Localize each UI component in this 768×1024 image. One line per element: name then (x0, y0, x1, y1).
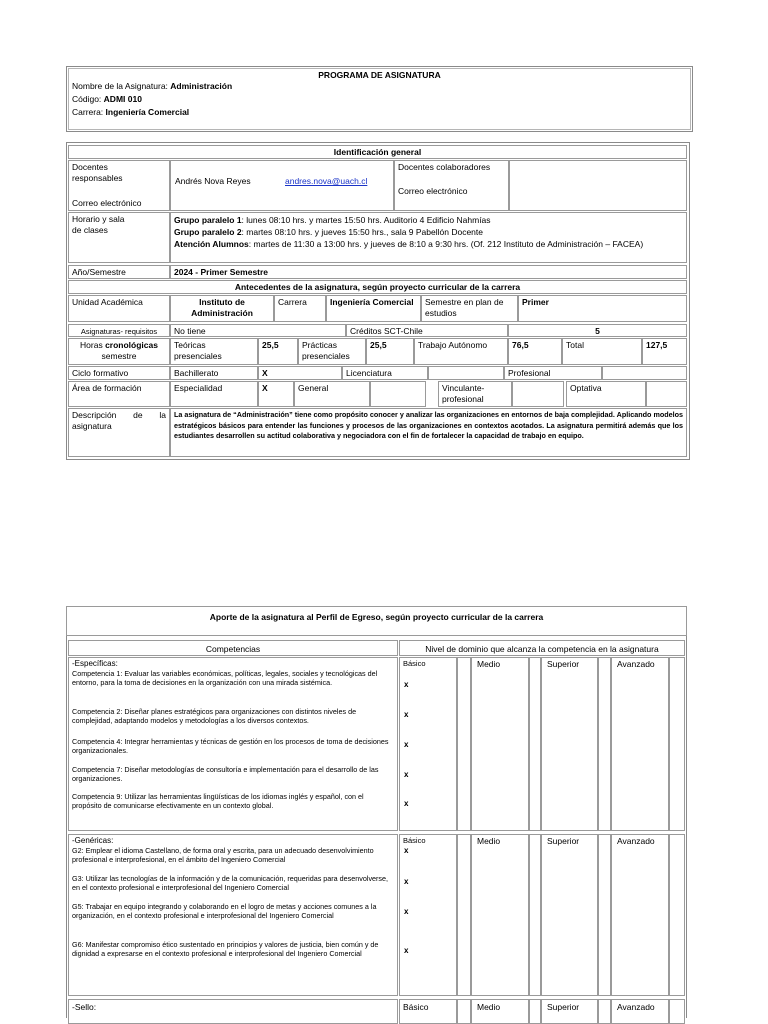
especificas-superior-label: Superior (547, 659, 580, 669)
sello-avanzado-label: Avanzado (617, 1002, 655, 1012)
especificas-medio-label: Medio (477, 659, 501, 669)
genericas-basico-mark-col (457, 834, 471, 996)
semestre-label-cell: Semestre en plan de estudios (421, 295, 518, 322)
genericas-superior-label: Superior (547, 836, 580, 846)
mark-competencia-9: x (404, 799, 409, 808)
identificacion-title: Identificación general (68, 145, 687, 159)
docente-info-cell (170, 160, 394, 211)
profesional-label-cell: Profesional (504, 366, 602, 380)
genericas-basico-label: Básico (403, 836, 426, 845)
horario-label-cell: Horario y sala de clases (68, 212, 170, 263)
competencias-header: Competencias (68, 640, 398, 656)
generica-g5: G5: Trabajar en equipo integrando y colaborando en el logro de metas y acciones comunes a la organización, en el contexto profesional e interprofesional del Ingeniero Comercial (72, 902, 377, 920)
especificas-avanzado-mark-col (669, 657, 685, 831)
competencia-9: Competencia 9: Utilizar las herramientas lingüísticas de los idiomas inglés y español, con el propósito de comunicarse efectivamente en un contexto global. (72, 792, 364, 810)
competencia-7: Competencia 7: Diseñar metodologías de consultoría e implementación para el desarrollo de las organizaciones. (72, 765, 379, 783)
genericas-avanzado-col (611, 834, 669, 996)
genericas-cell: -Genéricas: (68, 834, 398, 996)
general-mark-cell (370, 381, 426, 407)
especificas-medio-mark-col (529, 657, 541, 831)
generica-g6: G6: Manifestar compromiso ético sustentado en principios y valores de justicia, bien común y de dignidad a expresarse en el contexto profesional e interprofesional del Ingeniero Comercial (72, 940, 379, 958)
docentes-label-cell: Docentes responsables Correo electrónico (68, 160, 170, 211)
vinculante-mark-cell (512, 381, 564, 407)
especificas-medio-col (471, 657, 529, 831)
competencia-1: Competencia 1: Evaluar las variables económicas, políticas, legales, sociales y tecnológicas del entorno, para la toma de decisiones en la organización con una mirada sistémica. (72, 669, 378, 687)
colaboradores-cell: Docentes colaboradores Correo electrónico (394, 160, 509, 211)
unidad-label-cell: Unidad Académica (68, 295, 170, 322)
genericas-medio-label: Medio (477, 836, 501, 846)
horario-value-cell (170, 212, 687, 263)
genericas-medio-col (471, 834, 529, 996)
sello-avanzado-mark-col (669, 999, 685, 1024)
sello-basico-mark-col (457, 999, 471, 1024)
sello-medio-label: Medio (477, 1002, 501, 1012)
autonomo-label-cell: Trabajo Autónomo (414, 338, 508, 365)
total-label-cell: Total (562, 338, 642, 365)
teoricas-label-cell: Teóricas presenciales (170, 338, 258, 365)
carrera-label-cell: Carrera (274, 295, 326, 322)
grupo-1: Grupo paralelo 1: lunes 08:10 hrs. y martes 15:50 hrs. Auditorio 4 Edificio Nahmías (174, 215, 491, 225)
horas-label-cell: Horas cronológicas semestre (68, 338, 170, 365)
optativa-label-cell: Optativa (566, 381, 646, 407)
mark-generica-g2: x (404, 846, 409, 855)
genericas-avanzado-mark-col (669, 834, 685, 996)
especialidad-label-cell: Especialidad (170, 381, 258, 407)
program-title: PROGRAMA DE ASIGNATURA (318, 70, 441, 80)
optativa-mark-cell (646, 381, 687, 407)
especificas-avanzado-col (611, 657, 669, 831)
profesional-mark-cell (602, 366, 687, 380)
docente-name: Andrés Nova Reyes (175, 176, 251, 186)
generica-g3: G3: Utilizar las tecnologías de la información y de la comunicación, requeridas para desenvolverse, en el contexto profesional e interprofesional del Ingeniero Comercial (72, 874, 389, 892)
generica-g2: G2: Emplear el idioma Castellano, de forma oral y escrita, para un adecuado desenvolvimiento profesional e interprofesional, en el ámbito del Ingeniero Comercial (72, 846, 374, 864)
mark-competencia-7: x (404, 770, 409, 779)
bachillerato-label-cell: Bachillerato (170, 366, 258, 380)
genericas-avanzado-label: Avanzado (617, 836, 655, 846)
genericas-superior-col (541, 834, 598, 996)
competencia-4: Competencia 4: Integrar herramientas y técnicas de gestión en los procesos de toma de decisiones organizacionales. (72, 737, 389, 755)
carrera-value-cell: Ingeniería Comercial (326, 295, 421, 322)
codigo: Código: ADMI 010 (72, 94, 142, 104)
mark-generica-g3: x (404, 877, 409, 886)
practicas-value-cell: 25,5 (366, 338, 414, 365)
competencia-2: Competencia 2: Diseñar planes estratégicos para organizaciones con distintos niveles de complejidad, adaptando modelos y metodologías a los diversos contextos. (72, 707, 357, 725)
aporte-title: Aporte de la asignatura al Perfil de Egreso, según proyecto curricular de la carrera (66, 606, 687, 636)
descripcion-label-cell: Descripción de la asignatura (68, 408, 170, 457)
mark-competencia-1: x (404, 680, 409, 689)
especificas-avanzado-label: Avanzado (617, 659, 655, 669)
especialidad-mark-cell: X (258, 381, 294, 407)
anio-label-cell: Año/Semestre (68, 265, 170, 279)
area-label-cell: Área de formación (68, 381, 170, 407)
teoricas-value-cell: 25,5 (258, 338, 298, 365)
sello-medio-mark-col (529, 999, 541, 1024)
grupo-2: Grupo paralelo 2: martes 08:10 hrs. y jueves 15:50 hrs., sala 9 Pabellón Docente (174, 227, 483, 237)
mark-generica-g6: x (404, 946, 409, 955)
sello-superior-mark-col (598, 999, 611, 1024)
mark-competencia-2: x (404, 710, 409, 719)
requisitos-value-cell: No tiene (170, 324, 346, 337)
especificas-superior-col (541, 657, 598, 831)
bachillerato-mark-cell: X (258, 366, 342, 380)
general-label-cell: General (294, 381, 370, 407)
licenciatura-mark-cell (428, 366, 504, 380)
nivel-header: Nivel de dominio que alcanza la competencia en la asignatura (399, 640, 685, 656)
mark-generica-g5: x (404, 907, 409, 916)
nombre-asignatura: Nombre de la Asignatura: Administración (72, 81, 233, 91)
especificas-basico-label: Básico (403, 659, 426, 668)
genericas-medio-mark-col (529, 834, 541, 996)
total-value-cell: 127,5 (642, 338, 687, 365)
creditos-label-cell: Créditos SCT-Chile (346, 324, 508, 337)
carrera: Carrera: Ingeniería Comercial (72, 107, 190, 117)
semestre-value-cell: Primer (518, 295, 687, 322)
autonomo-value-cell: 76,5 (508, 338, 562, 365)
vinculante-label-cell: Vinculante-profesional (438, 381, 512, 407)
especificas-basico-mark-col (457, 657, 471, 831)
docente-email-link[interactable]: andres.nova@uach.cl (285, 176, 368, 186)
colaboradores-value-cell (509, 160, 687, 211)
creditos-value-cell: 5 (508, 324, 687, 337)
atencion-alumnos: Atención Alumnos: martes de 11:30 a 13:00 hrs. y jueves de 8:10 a 9:30 hrs. (Of. 212 Instituto de Administración – FACEA) (174, 239, 644, 249)
especificas-cell: -Específicas: (68, 657, 398, 831)
genericas-superior-mark-col (598, 834, 611, 996)
antecedentes-title: Antecedentes de la asignatura, según proyecto curricular de la carrera (68, 280, 687, 294)
practicas-label-cell: Prácticas presenciales (298, 338, 366, 365)
descripcion-value-cell: La asignatura de “Administración” tiene como propósito conocer y analizar las organizaciones en entornos de baja complejidad. Aplicando modelos estratégicos básicos para entender las funciones y procesos de las organizaciones en contextos acotados. La asignatura permitirá además que los estudiantes desarrollen su actitud colaborativa y negociadora con el fin de fortalecer la capacidad de trabajo en equipo. (170, 408, 687, 457)
sello-superior-label: Superior (547, 1002, 580, 1012)
sello-basico-label: Básico (403, 1002, 429, 1012)
anio-value-cell: 2024 - Primer Semestre (170, 265, 687, 279)
sello-cell: -Sello: (68, 999, 398, 1024)
unidad-value-cell: Instituto de Administración (170, 295, 274, 322)
licenciatura-label-cell: Licenciatura (342, 366, 428, 380)
ciclo-label-cell: Ciclo formativo (68, 366, 170, 380)
requisitos-label-cell: Asignaturas- requisitos (68, 324, 170, 337)
especificas-superior-mark-col (598, 657, 611, 831)
mark-competencia-4: x (404, 740, 409, 749)
